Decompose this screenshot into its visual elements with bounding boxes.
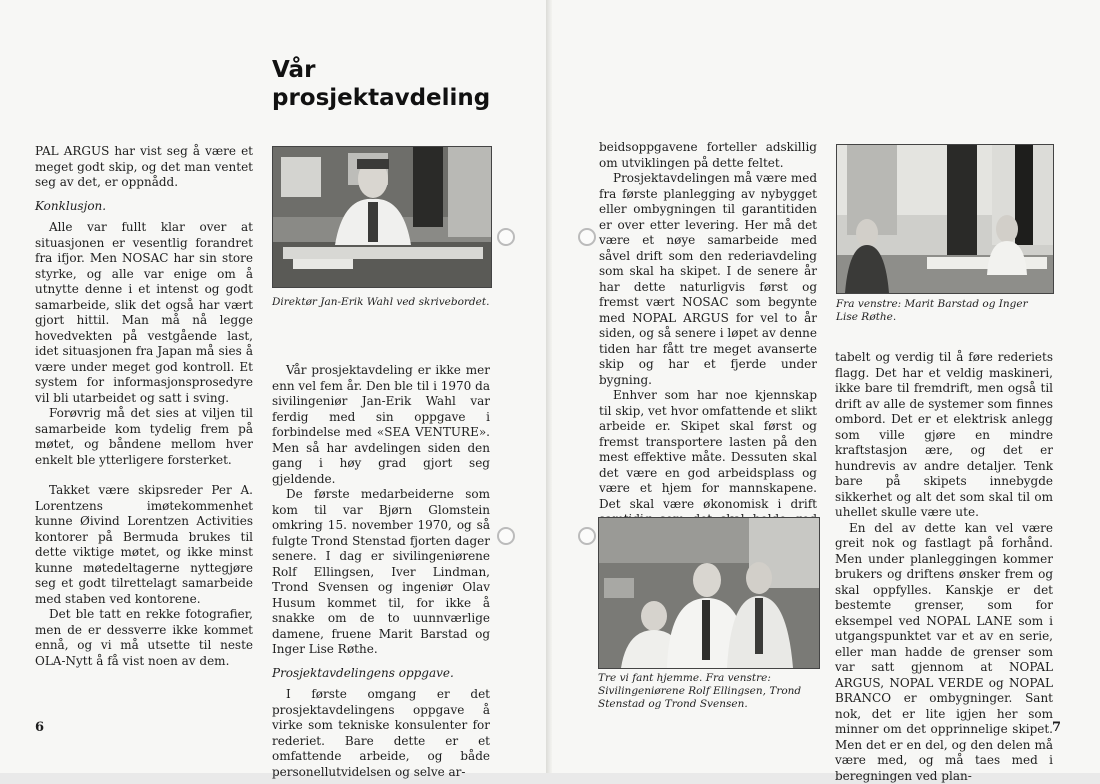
paragraph: I første omgang er det prosjektavdelingens oppgave å virke som tekniske konsulenter for rederiet. Bare dette er et omfattende arbeide, og både personellutvidelsen og selve ar-	[272, 687, 490, 780]
right-page-column-2	[835, 350, 1053, 784]
binder-hole	[578, 527, 596, 545]
right-page	[552, 0, 1100, 773]
paragraph: De første medarbeiderne som kom til var Bjørn Glomstein omkring 15. november 1970, og så fulgte Trond Stenstad fjorten dager senere. I dag er sivilingeniørene Rolf Ellingsen, Iver Lindman, Trond Svensen og ingeniør Olav Husum kommet til, for ikke å snakke om de to uunnværlige damene, fruene Marit Barstad og Inger Lise Røthe.	[272, 487, 490, 658]
paragraph: Forøvrig må det sies at viljen til samarbeide kom tydelig frem på møtet, og båndene mellom hver enkelt ble ytterligere forsterket.	[35, 406, 253, 468]
photo-two-secretaries	[836, 144, 1054, 294]
left-page-column-1	[35, 144, 253, 669]
page-number: 7	[1052, 720, 1061, 735]
paragraph: Alle var fullt klar over at situasjonen er vesentlig forandret fra ifjor. Men NOSAC har sin store styrke, og alle var enige om å utnytte denne i et intenst og godt samarbeide, slik det også har vært gjort hittil. Man må nå legge hovedvekten på vestgående last, idet situasjonen fra Japan må sies å være under meget god kontroll. Et system for informasjonsprosedyre vil bli utarbeidet og satt i sving.	[35, 220, 253, 406]
paragraph: Takket være skipsreder Per A. Lorentzens imøtekommenhet kunne Øivind Lorentzen Activities kontorer på Bermuda brukes til dette viktige møtet, og ikke minst kunne møtedeltagerne nyttegjøre seg et godt tilrettelagt samarbeide med staben ved kontorene.	[35, 483, 253, 607]
paragraph: Prosjektavdelingen må være med fra første planlegging av nybygget eller ombygningen til garantitiden er over etter levering. Her må det være et nøye samarbeide med såvel drift som den rederiavdeling som skal ha skipet. I de senere år har dette naturligvis først og fremst vært NOSAC som begynte med NOPAL ARGUS for vel to år siden, og så senere i løpet av denne tiden har fått tre meget avanserte skip og har et fjerde under bygning.	[599, 171, 817, 388]
photo-caption: Direktør Jan-Erik Wahl ved skrivebordet.	[272, 296, 490, 309]
photo-director-at-desk	[272, 146, 492, 288]
paragraph: PAL ARGUS har vist seg å være et meget godt skip, og det man ventet seg av det, er oppnådd.	[35, 144, 253, 191]
binder-hole	[497, 228, 515, 246]
paragraph: beidsoppgavene forteller adskillig om utviklingen på dette feltet.	[599, 140, 817, 171]
photo-caption: Fra venstre: Marit Barstad og Inger Lise Røthe.	[836, 298, 1052, 324]
heading-line-1: Vår	[272, 56, 490, 84]
paragraph: En del av dette kan vel være greit nok og fastlagt på forhånd. Men under planleggingen kommer brukers og driftens ønsker frem og skal oppfylles. Kanskje er det bestemte grenser, som for eksempel ved NOPAL LANE som i utgangspunktet var et av en serie, eller man hadde de grenser som var satt gjennom at NOPAL ARGUS, NOPAL VERDE og NOPAL BRANCO er ombygninger. Sant nok, det er lite igjen her som minner om det opprinnelige skipet. Men det er en del, og den delen må være med, og må taes med i beregningen ved plan-	[835, 521, 1053, 784]
left-page	[0, 0, 552, 773]
subheading-prosjektavdelingens-oppgave: Prosjektavdelingens oppgave.	[272, 666, 490, 682]
photo-caption: Tre vi fant hjemme. Fra venstre: Sivilingeniørene Rolf Ellingsen, Trond Stenstad og Trond Svensen.	[598, 672, 818, 711]
left-page-column-2	[272, 363, 490, 780]
paragraph: tabelt og verdig til å føre rederiets flagg. Det har et veldig maskineri, ikke bare til fremdrift, men også til drift av alle de systemer som finnes ombord. Det er et elektrisk anlegg som ville gjøre en mindre kraftstasjon ære, og det er hundrevis av andre detaljer. Tenk bare på skipets innebygde sikkerhet og alt det som skal til om uhellet skulle være ute.	[835, 350, 1053, 521]
paragraph: Det ble tatt en rekke fotografier, men de er dessverre ikke kommet ennå, og vi må utsette til neste OLA-Nytt å få vist noen av dem.	[35, 607, 253, 669]
page-number: 6	[35, 720, 44, 735]
heading-line-2: prosjektavdeling	[272, 84, 490, 112]
binder-hole	[578, 228, 596, 246]
right-page-column-1	[599, 140, 817, 543]
paragraph: Enhver som har noe kjennskap til skip, vet hvor omfattende et slikt arbeide er. Skipet skal først og fremst transportere lasten på den mest effektive måte. Dessuten skal det være en god arbeidsplass og være et hjem for mannskapene. Det skal være økonomisk i drift	[599, 388, 817, 543]
article-heading	[272, 56, 490, 112]
photo-three-engineers	[598, 517, 820, 669]
subheading-konklusjon: Konklusjon.	[35, 199, 253, 215]
paragraph: Vår prosjektavdeling er ikke mer enn vel fem år. Den ble til i 1970 da sivilingeniør Jan-Erik Wahl var ferdig med sin oppgave i forbindelse med «SEA VENTURE». Men så har avdelingen siden den gang i høy grad gjort seg gjeldende.	[272, 363, 490, 487]
binder-hole	[497, 527, 515, 545]
